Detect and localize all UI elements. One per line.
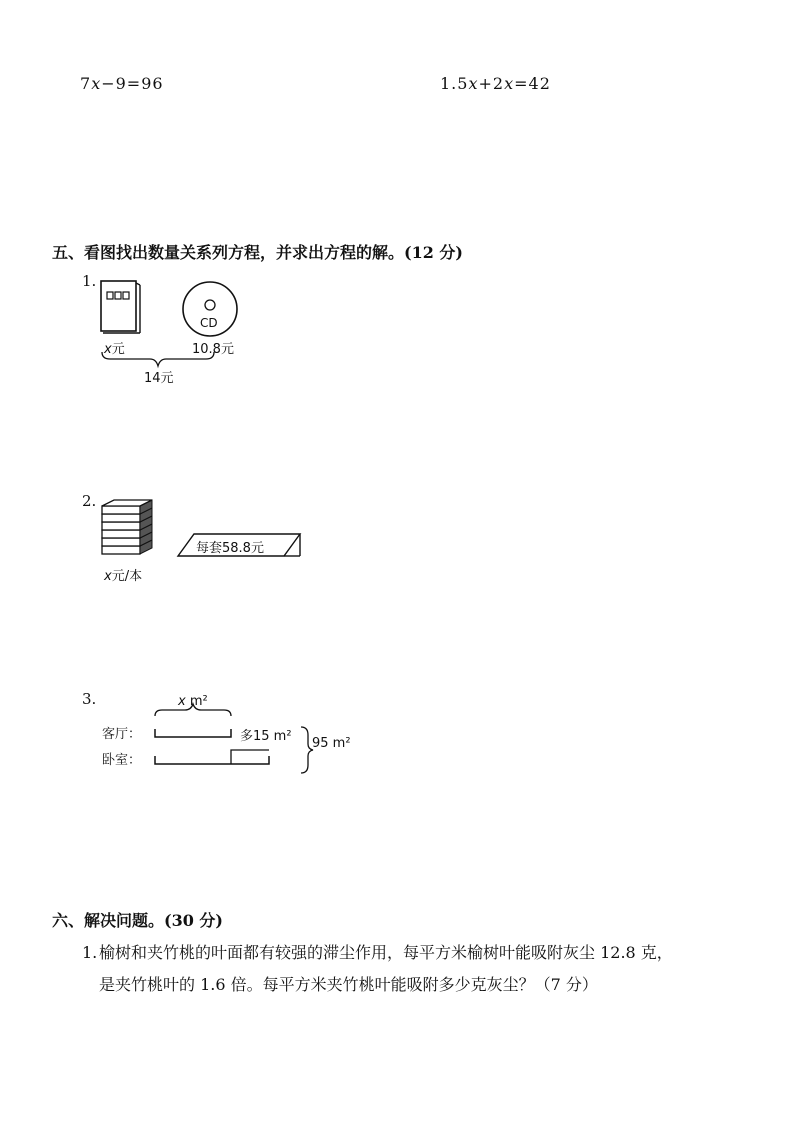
equation-right: 1.5x+2x=42 [440, 74, 551, 93]
living-room-label: 客厅： [102, 727, 142, 742]
problem-number: 2. [82, 492, 97, 510]
section-5-heading: 五、看图找出数量关系列方程，并求出方程的解。(12 分) [52, 243, 463, 262]
price-sign-text: 每套58.8元 [196, 541, 264, 556]
problem-number: 1. [82, 943, 98, 962]
living-room-area-label: x m² [178, 694, 208, 709]
more-label: 多15 m² [240, 729, 292, 744]
total-price-label: 14元 [144, 371, 174, 386]
cd-price-label: 10.8元 [192, 342, 234, 357]
book-price-label: x元 [104, 342, 125, 357]
living-room-segment [155, 729, 231, 737]
x-brace [155, 704, 231, 716]
problem-text-line1: 榆树和夹竹桃的叶面都有较强的滞尘作用，每平方米榆树叶能吸附灰尘 12.8 克， [99, 943, 673, 962]
section-6-heading: 六、解决问题。(30 分) [52, 911, 223, 930]
equation-left: 7x−9=96 [80, 74, 164, 93]
bedroom-label: 卧室： [102, 753, 142, 768]
cd-text: CD [200, 316, 218, 330]
total-area-label: 95 m² [312, 736, 351, 751]
problem-number: 1. [82, 272, 97, 290]
bedroom-segment [155, 756, 269, 764]
problem-number: 3. [82, 690, 97, 708]
unit-price-label: x元/本 [104, 569, 143, 584]
extra-segment [231, 750, 269, 764]
total-brace [301, 727, 313, 773]
problem-text-line2: 是夹竹桃叶的 1.6 倍。每平方米夹竹桃叶能吸附多少克灰尘？（7 分） [99, 975, 598, 994]
